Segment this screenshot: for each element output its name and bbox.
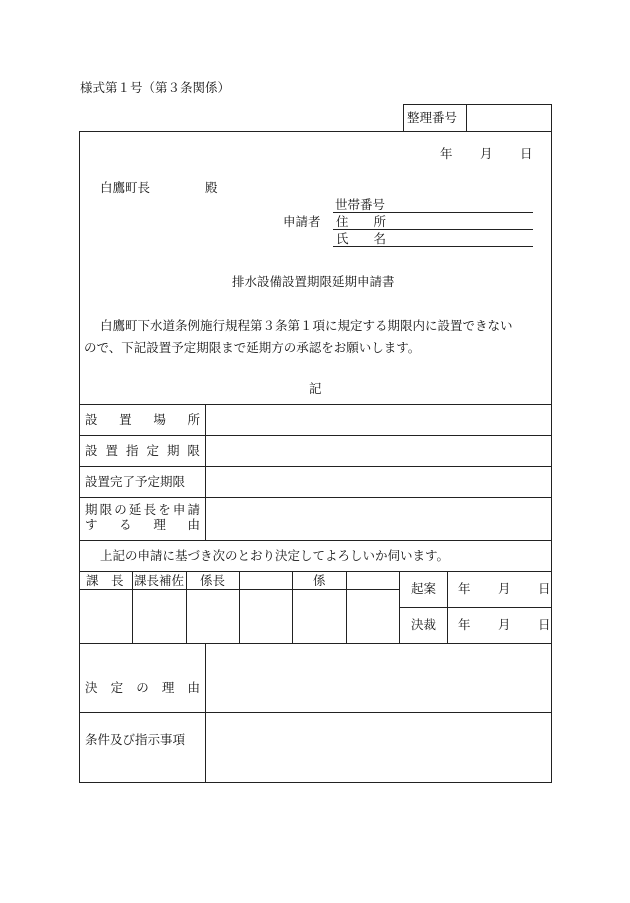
draft-year: 年	[458, 581, 471, 596]
decision-label: 決裁	[411, 617, 437, 632]
decision-reason-field[interactable]	[210, 644, 550, 711]
decision-note: 上記の申請に基づき次のとおり決定してよろしいか伺います。	[100, 548, 450, 563]
designated-deadline-label: 設 置 指 定 期 限	[85, 443, 200, 458]
addressee-town: 白鷹町長	[100, 180, 151, 195]
decision-day: 日	[538, 617, 551, 632]
draft-label: 起案	[411, 581, 437, 596]
addressee-honorific: 殿	[205, 180, 218, 195]
decision-reason-label: 決 定 の 理 由	[85, 680, 200, 695]
stamp-subsection-chief[interactable]	[187, 590, 238, 642]
planned-completion-label: 設置完了予定期限	[85, 474, 186, 489]
location-label: 設 置 場 所	[85, 412, 200, 427]
extension-reason-label-1: 期 限 の 延 長 を 申 請	[85, 502, 200, 517]
designated-deadline-field[interactable]	[210, 436, 550, 465]
approval-assistant-chief: 課長補佐	[134, 573, 185, 588]
address-label: 住 所	[336, 214, 387, 229]
approval-section-chief: 課 長	[86, 573, 124, 588]
household-number-label: 世帯番号	[335, 197, 386, 212]
applicant-label: 申請者	[283, 214, 321, 229]
planned-completion-field[interactable]	[210, 467, 550, 496]
conditions-field[interactable]	[210, 713, 550, 781]
ki-label: 記	[309, 381, 322, 396]
form-number: 様式第１号（第３条関係）	[80, 80, 231, 95]
extension-reason-field[interactable]	[210, 498, 550, 539]
date-year: 年	[440, 146, 453, 161]
conditions-label: 条件及び指示事項	[85, 732, 186, 747]
draft-month: 月	[498, 581, 511, 596]
body-line-2: ので、下記設置予定期限まで延期方の承認をお願いします。	[84, 340, 421, 355]
stamp-section-chief[interactable]	[80, 590, 131, 642]
extension-reason-label-2: す る 理 由	[85, 517, 200, 532]
draft-day: 日	[538, 581, 551, 596]
location-field[interactable]	[210, 405, 550, 434]
stamp-staff[interactable]	[293, 590, 345, 642]
body-line-1: 白鷹町下水道条例施行規程第３条第１項に規定する期限内に設置できない	[100, 318, 513, 333]
date-day: 日	[520, 146, 533, 161]
filing-number-label: 整理番号	[407, 110, 458, 125]
decision-year: 年	[458, 617, 471, 632]
decision-month: 月	[498, 617, 511, 632]
date-month: 月	[480, 146, 493, 161]
document-title: 排水設備設置期限延期申請書	[232, 274, 395, 289]
stamp-blank-1[interactable]	[240, 590, 291, 642]
stamp-blank-2[interactable]	[347, 590, 398, 642]
approval-staff: 係	[313, 573, 326, 588]
stamp-assistant-chief[interactable]	[133, 590, 185, 642]
approval-subsection-chief: 係長	[200, 573, 226, 588]
name-label: 氏 名	[336, 231, 387, 246]
